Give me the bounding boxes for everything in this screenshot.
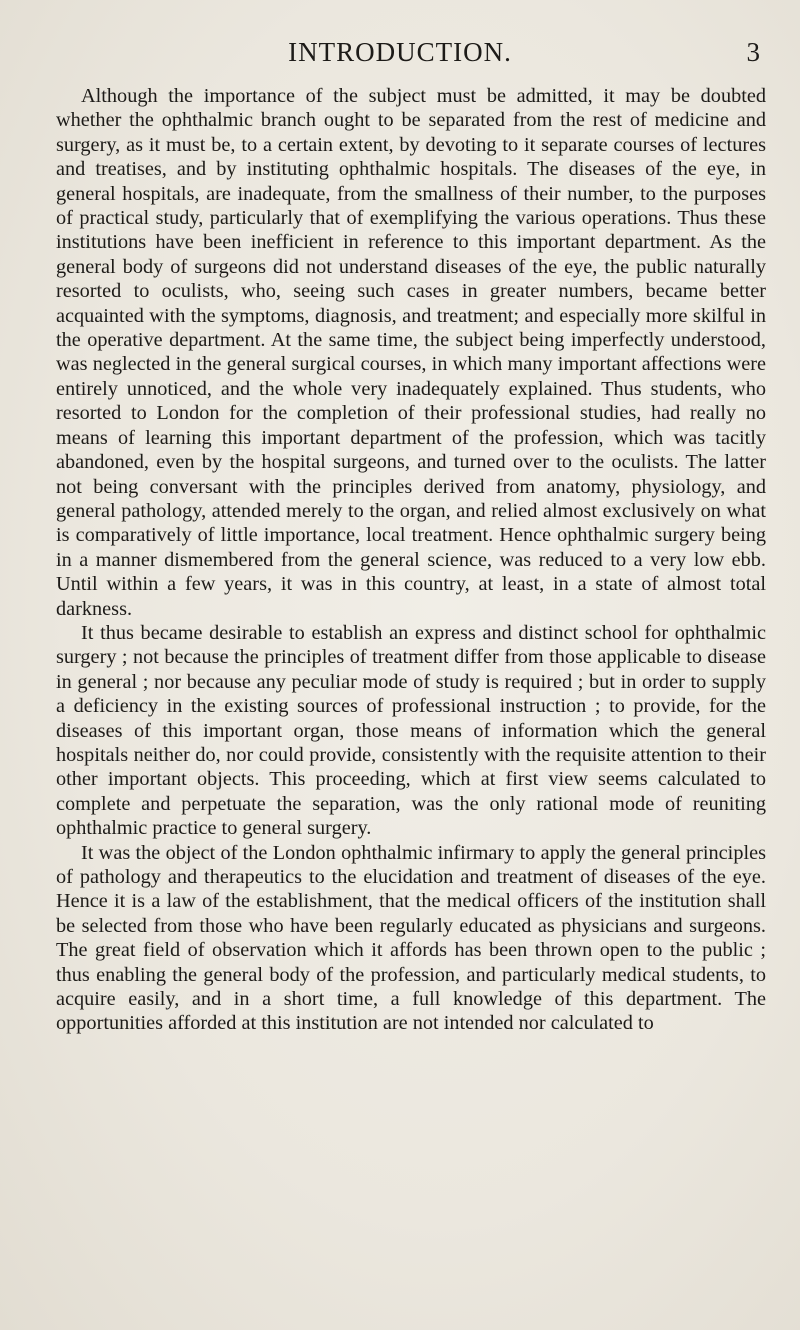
page-number: 3 [746,37,760,67]
page-header [0,36,800,68]
paragraph-1: Although the importance of the subject must be admitted, it may be doubted whether the ophthalmic branch ought to be separated from the rest of medicine and surgery, as it must be, to a certain extent, by devoting to it separate courses of lectures and treatises, and by instituting ophthalmic hospitals. The diseases of the eye, in general hospitals, are inadequate, from the smallness of their number, to the purposes of practical study, particularly that of exemplifying the various operations. Thus these institutions have been inefficient in reference to this important department. As the general body of surgeons did not understand diseases of the eye, the public naturally resorted to oculists, who, seeing such cases in greater numbers, became better acquainted with the symptoms, diagnosis, and treatment; and especially more skilful in the operative department. At the same time, the subject being imperfectly understood, was neglected in the general surgical courses, in which many important affections were entirely unnoticed, and the whole very inadequately explained. Thus students, who resorted to London for the completion of their professional studies, had really no means of learning this important department of the profession, which was tacitly abandoned, even by the hospital surgeons, and turned over to the oculists. The latter not being conversant with the principles derived from anatomy, physiology, and general pathology, attended merely to the organ, and relied almost exclusively on what is comparatively of little importance, local treatment. Hence ophthalmic surgery being in a manner dismembered from the general science, was reduced to a very low ebb. Until within a few years, it was in this country, at least, in a state of almost total darkness. [56,85,766,620]
paragraph-3: It was the object of the London ophthalmic infirmary to apply the general principles of pathology and therapeutics to the elucidation and treatment of diseases of the eye. Hence it is a law of the establishment, that the medical officers of the institution shall be selected from those who have been regularly educated as physicians and surgeons. The great field of observation which it affords has been thrown open to the public ; thus enabling the general body of the profession, and particularly medical students, to acquire easily, and in a short time, a full knowledge of this department. The opportunities afforded at this institution are not intended nor calculated to [56,841,766,1035]
body-text [56,84,766,1036]
paragraph-2: It thus became desirable to establish an express and distinct school for ophthalmic surgery ; not because the principles of treatment differ from those applicable to disease in general ; nor because any peculiar mode of study is required ; but in order to supply a deficiency in the existing sources of professional instruction ; to provide, for the diseases of this important organ, those means of information which the general hospitals neither do, nor could provide, consistently with the requisite attention to their other important objects. This proceeding, which at first view seems calculated to complete and perpetuate the separation, was the only rational mode of reuniting ophthalmic practice to general surgery. [56,621,766,840]
running-title: INTRODUCTION. [288,37,512,67]
